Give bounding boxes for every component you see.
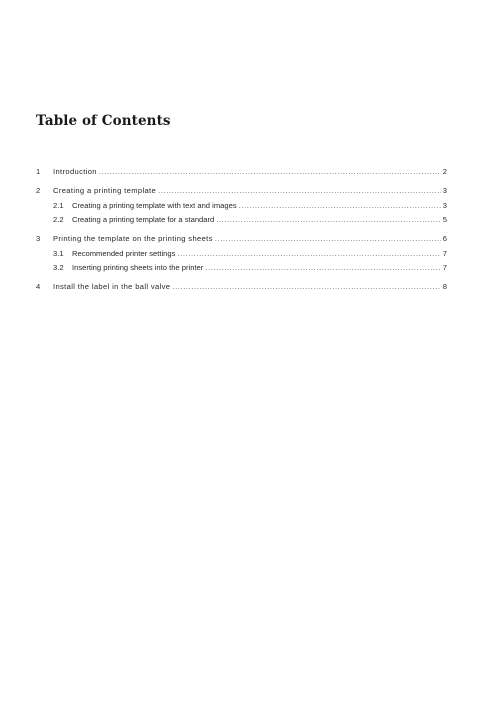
toc-entry-page: 3 [442, 186, 447, 195]
toc-entry-page: 7 [442, 263, 447, 272]
toc-entry-page: 8 [442, 282, 447, 291]
toc-dot-leader [172, 282, 440, 292]
toc-dot-leader [215, 234, 441, 244]
toc-entry-label: Creating a printing template [53, 186, 157, 195]
toc-dot-leader [158, 186, 441, 196]
toc-entry-template-text-images[interactable] [36, 201, 447, 211]
toc-title: Table of Contents [36, 113, 171, 129]
toc-entry-template-standard[interactable] [36, 215, 447, 225]
toc-entry-page: 5 [442, 215, 447, 224]
toc-entry-number: 2.1 [53, 201, 64, 210]
toc-entry-page: 6 [442, 234, 447, 243]
toc-entry-install-label[interactable] [36, 282, 447, 292]
toc-entry-number: 1 [36, 167, 41, 176]
toc-entry-label: Install the label in the ball valve [53, 282, 171, 291]
toc-entry-number: 3.1 [53, 249, 64, 258]
toc-entry-label: Recommended printer settings [72, 249, 176, 258]
toc-entry-page: 3 [442, 201, 447, 210]
toc-entry-page: 7 [442, 249, 447, 258]
toc-dot-leader [177, 249, 440, 259]
toc-entry-page: 2 [442, 167, 447, 176]
toc-entry-label: Inserting printing sheets into the printer [72, 263, 204, 272]
toc-dot-leader [239, 201, 441, 211]
toc-entry-printing-template[interactable] [36, 234, 447, 244]
toc-entry-label: Creating a printing template for a standard [72, 215, 215, 224]
toc-entry-introduction[interactable] [36, 167, 447, 177]
toc-dot-leader [216, 215, 441, 225]
toc-entry-inserting-sheets[interactable] [36, 263, 447, 273]
toc-entry-number: 4 [36, 282, 41, 291]
toc-entry-printer-settings[interactable] [36, 249, 447, 259]
toc-entry-number: 3 [36, 234, 41, 243]
toc-entry-number: 2 [36, 186, 41, 195]
toc-dot-leader [205, 263, 440, 273]
toc-entry-label: Introduction [53, 167, 97, 176]
toc-entry-creating-template[interactable] [36, 186, 447, 196]
toc-entry-label: Printing the template on the printing sheets [53, 234, 213, 243]
toc-entry-label: Creating a printing template with text and images [72, 201, 237, 210]
toc-entry-number: 2.2 [53, 215, 64, 224]
toc-entry-number: 3.2 [53, 263, 64, 272]
toc-dot-leader [99, 167, 441, 177]
table-of-contents [36, 167, 447, 292]
